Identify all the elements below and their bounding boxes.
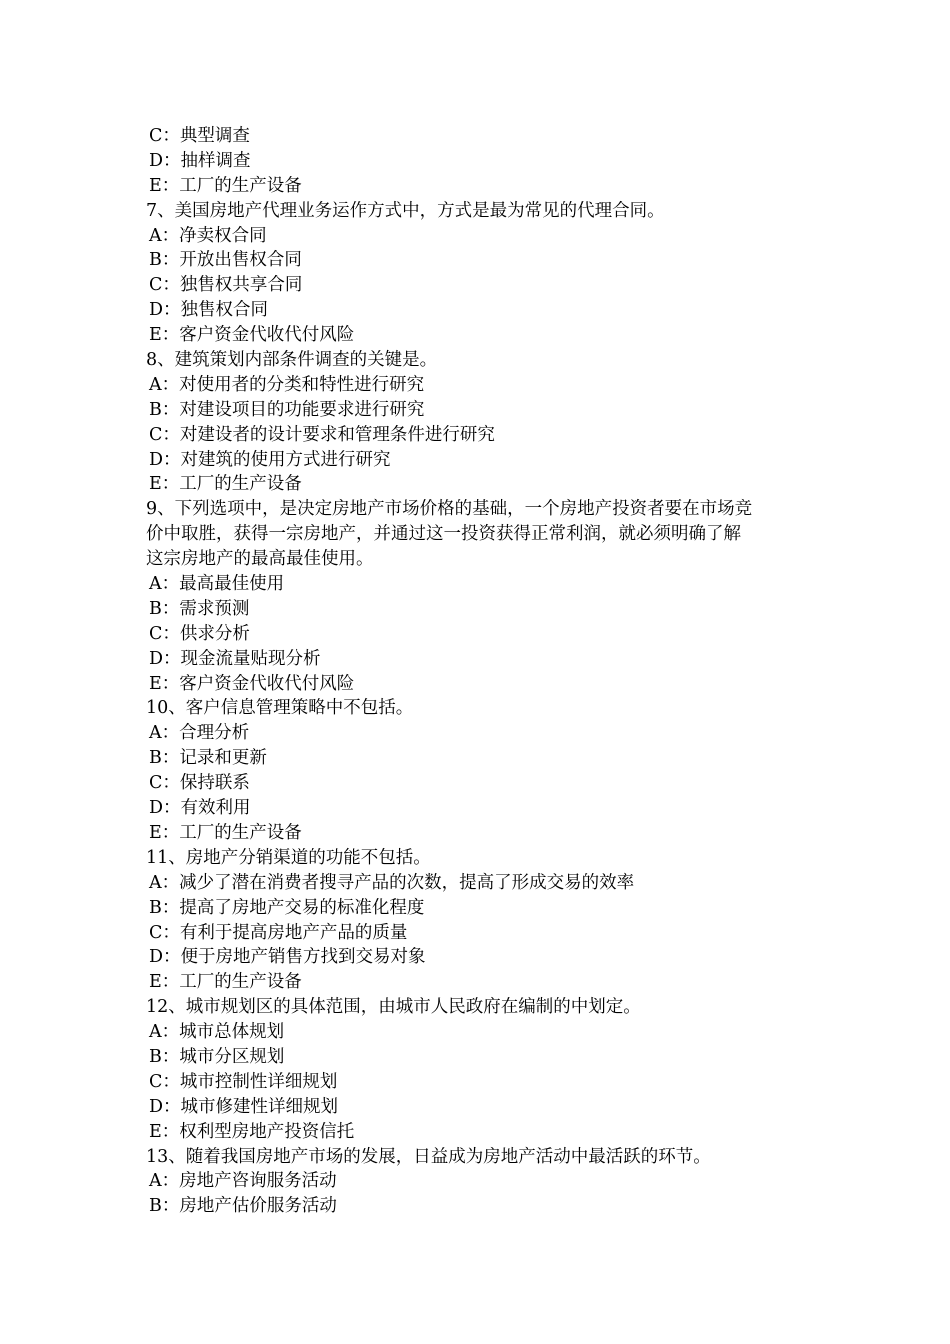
option-line: D：独售权合同 xyxy=(149,300,269,321)
option-line: A：房地产咨询服务活动 xyxy=(149,1171,337,1192)
option-line: B：房地产估价服务活动 xyxy=(149,1196,337,1217)
option-line: A：城市总体规划 xyxy=(149,1022,285,1043)
option-line: A：对使用者的分类和特性进行研究 xyxy=(149,374,425,395)
question-line: 这宗房地产的最高最佳使用。 xyxy=(146,549,374,570)
option-line: E：客户资金代收代付风险 xyxy=(149,325,355,346)
question-line: 10、客户信息管理策略中不包括。 xyxy=(146,698,414,719)
option-line: C：对建设者的设计要求和管理条件进行研究 xyxy=(149,424,495,445)
question-line: 13、随着我国房地产市场的发展，日益成为房地产活动中最活跃的环节。 xyxy=(146,1146,711,1167)
option-line: C：独售权共享合同 xyxy=(149,275,303,296)
option-line: C：供求分析 xyxy=(149,623,250,644)
option-line: D：抽样调查 xyxy=(149,150,251,171)
option-line: C：典型调查 xyxy=(149,126,250,146)
option-line: E：工厂的生产设备 xyxy=(149,175,302,196)
option-line: B：开放出售权合同 xyxy=(149,250,302,271)
option-line: C：保持联系 xyxy=(149,773,250,794)
option-line: A：净卖权合同 xyxy=(149,225,267,246)
option-line: E：权利型房地产投资信托 xyxy=(149,1121,355,1142)
option-line: E：工厂的生产设备 xyxy=(149,972,302,993)
option-line: C：有利于提高房地产产品的质量 xyxy=(149,922,408,943)
option-line: A：合理分析 xyxy=(149,723,250,744)
option-line: D：城市修建性详细规划 xyxy=(149,1096,339,1117)
question-line: 9、下列选项中，是决定房地产市场价格的基础，一个房地产投资者要在市场竞 xyxy=(146,499,753,520)
option-line: E：客户资金代收代付风险 xyxy=(149,673,355,694)
document-page xyxy=(146,124,826,1219)
option-line: D：有效利用 xyxy=(149,798,251,819)
option-line: D：便于房地产销售方找到交易对象 xyxy=(149,947,426,968)
question-line: 8、建筑策划内部条件调查的关键是。 xyxy=(146,350,438,371)
option-line: D：现金流量贴现分析 xyxy=(149,648,321,669)
option-line: B：记录和更新 xyxy=(149,748,267,769)
option-line: B：提高了房地产交易的标准化程度 xyxy=(149,897,425,918)
option-line: C：城市控制性详细规划 xyxy=(149,1071,338,1092)
question-line: 7、美国房地产代理业务运作方式中，方式是最为常见的代理合同。 xyxy=(146,200,665,221)
question-line: 价中取胜，获得一宗房地产，并通过这一投资获得正常利润，就必须明确了解 xyxy=(146,524,741,545)
option-line: B：需求预测 xyxy=(149,598,250,619)
option-line: B：城市分区规划 xyxy=(149,1046,285,1067)
question-line: 11、房地产分销渠道的功能不包括。 xyxy=(146,847,431,868)
question-line: 12、城市规划区的具体范围，由城市人民政府在编制的中划定。 xyxy=(146,997,641,1018)
option-line: E：工厂的生产设备 xyxy=(149,822,302,843)
option-line: D：对建筑的使用方式进行研究 xyxy=(149,449,391,470)
option-line: A：最高最佳使用 xyxy=(149,574,285,595)
option-line: A：减少了潜在消费者搜寻产品的次数，提高了形成交易的效率 xyxy=(149,872,635,893)
option-line: E：工厂的生产设备 xyxy=(149,474,302,495)
option-line: B：对建设项目的功能要求进行研究 xyxy=(149,399,425,420)
